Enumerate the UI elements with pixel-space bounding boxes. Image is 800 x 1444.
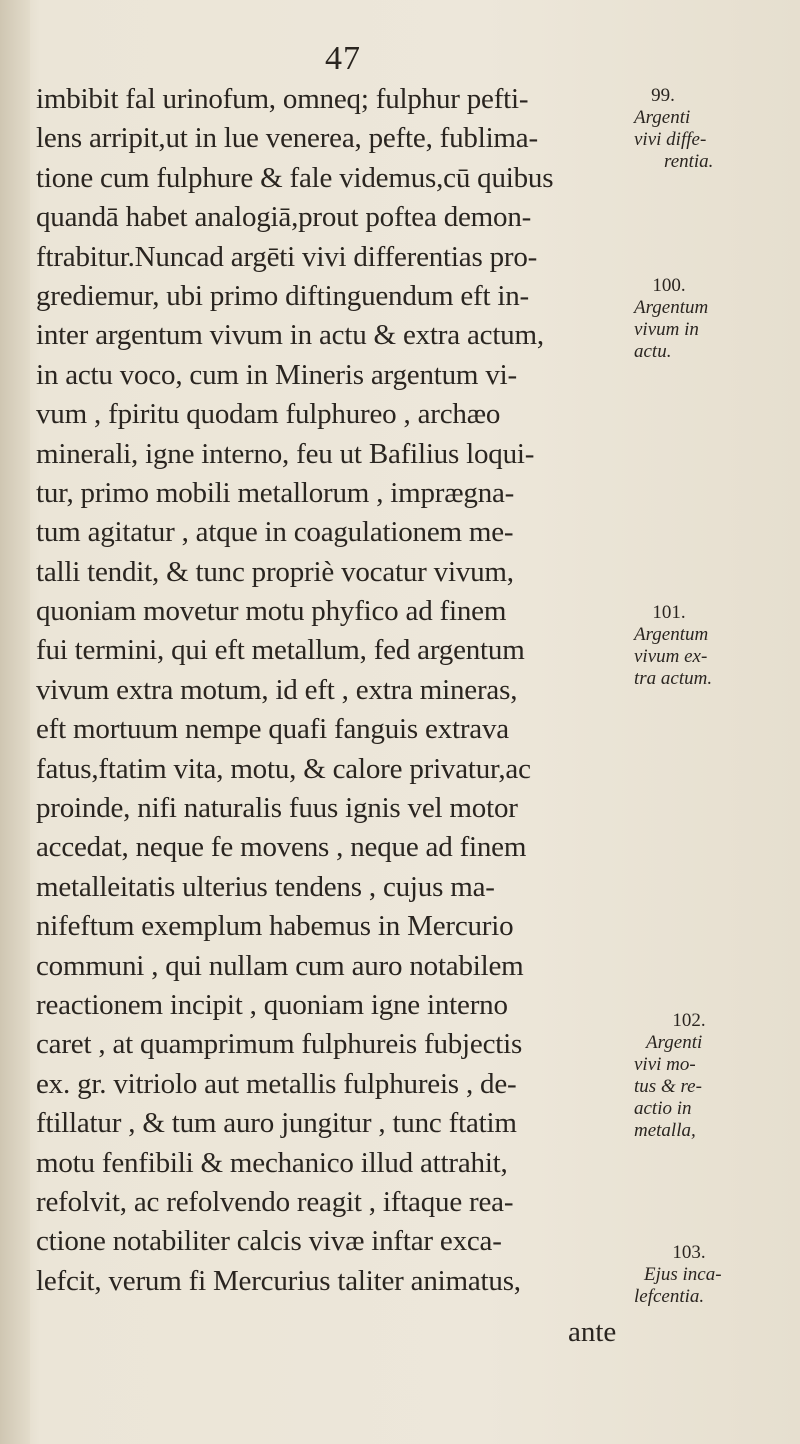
margin-note [634, 85, 800, 173]
margin-note-gloss: rentia. [664, 151, 714, 172]
text-line: ctione notabiliter calcis vivæ inftar exca- [36, 1225, 502, 1258]
text-line: refolvit, ac refolvendo reagit , iftaque rea- [36, 1185, 514, 1218]
margin-note-gloss: actu. [634, 341, 672, 362]
margin-note-gloss: vivi mo- [634, 1054, 696, 1075]
page-number: 47 [325, 40, 361, 77]
text-line: in actu voco, cum in Mineris argentum vi- [36, 358, 517, 391]
text-line: vivum extra motum, id eft , extra mineras, [36, 673, 518, 706]
margin-note-gloss: Argentum [634, 297, 709, 318]
margin-note-gloss: Argenti [634, 107, 691, 128]
margin-note-gloss: Ejus inca- [644, 1264, 722, 1285]
margin-note-gloss: vivi diffe- [634, 129, 707, 150]
margin-note-gloss: vivum ex- [634, 646, 708, 667]
text-line: tione cum fulphure & fale videmus,cū quibus [36, 161, 554, 194]
body-text [36, 80, 632, 1301]
margin-note-gloss: vivum in [634, 319, 699, 340]
margin-note [634, 1010, 800, 1142]
margin-note-gloss: Argenti [646, 1032, 703, 1053]
text-line: reactionem incipit , quoniam igne interno [36, 988, 508, 1021]
text-line: nifeftum exemplum habemus in Mercurio [36, 910, 514, 943]
text-line: motu fenfibili & mechanico illud attrahit, [36, 1146, 508, 1179]
margin-note-gloss: lefcentia. [634, 1286, 705, 1307]
margin-note [634, 1242, 800, 1308]
margin-note-gloss: tus & re- [634, 1076, 702, 1097]
margin-note-number: 100. [652, 275, 686, 296]
text-line: tum agitatur , atque in coagulationem me- [36, 516, 514, 549]
text-line: vum , fpiritu quodam fulphureo , archæo [36, 398, 501, 431]
text-line: ftrabitur.Nuncad argēti vivi differentias pro- [36, 240, 538, 273]
text-line: fatus,ftatim vita, motu, & calore privatur,ac [36, 752, 531, 785]
text-line: lefcit, verum fi Mercurius taliter animatus, [36, 1264, 521, 1297]
text-line: eft mortuum nempe quafi fanguis extrava [36, 713, 509, 746]
text-line: proinde, nifi naturalis fuus ignis vel motor [36, 792, 518, 825]
text-line: communi , qui nullam cum auro notabilem [36, 949, 524, 982]
margin-note-gloss: Argentum [634, 624, 709, 645]
margin-note-number: 101. [652, 602, 686, 623]
text-line: quandā habet analogiā,prout poftea demon- [36, 201, 532, 234]
margin-note [634, 275, 800, 363]
catchword: ante [568, 1316, 617, 1348]
margin-note [634, 602, 800, 690]
text-line: fui termini, qui eft metallum, fed argentum [36, 634, 525, 667]
margin-note-number: 99. [651, 85, 675, 106]
text-line: inter argentum vivum in actu & extra actum, [36, 319, 544, 352]
text-line: quoniam movetur motu phyfico ad finem [36, 595, 507, 628]
text-line: lens arripit,ut in lue venerea, pefte, fublima- [36, 122, 538, 155]
text-line: ftillatur , & tum auro jungitur , tunc ftatim [36, 1107, 517, 1140]
text-line: metalleitatis ulterius tendens , cujus ma- [36, 870, 495, 903]
text-line: tur, primo mobili metallorum , imprægna- [36, 476, 515, 509]
text-line: grediemur, ubi primo diftinguendum eft in- [36, 279, 529, 312]
text-line: minerali, igne interno, feu ut Bafilius loqui- [36, 437, 535, 470]
text-line: talli tendit, & tunc propriè vocatur vivum, [36, 555, 514, 588]
margin-note-number: 103. [672, 1242, 706, 1263]
text-line: ex. gr. vitriolo aut metallis fulphureis , de- [36, 1067, 517, 1100]
text-line: caret , at quamprimum fulphureis fubjectis [36, 1028, 523, 1061]
margin-note-gloss: metalla, [634, 1120, 696, 1141]
text-line: imbibit fal urinofum, omneq; fulphur pefti- [36, 83, 529, 115]
margin-note-gloss: tra actum. [634, 668, 713, 689]
text-line: accedat, neque fe movens , neque ad finem [36, 831, 527, 864]
page-gutter [0, 0, 30, 1444]
margin-note-number: 102. [672, 1010, 706, 1031]
margin-note-gloss: actio in [634, 1098, 692, 1119]
